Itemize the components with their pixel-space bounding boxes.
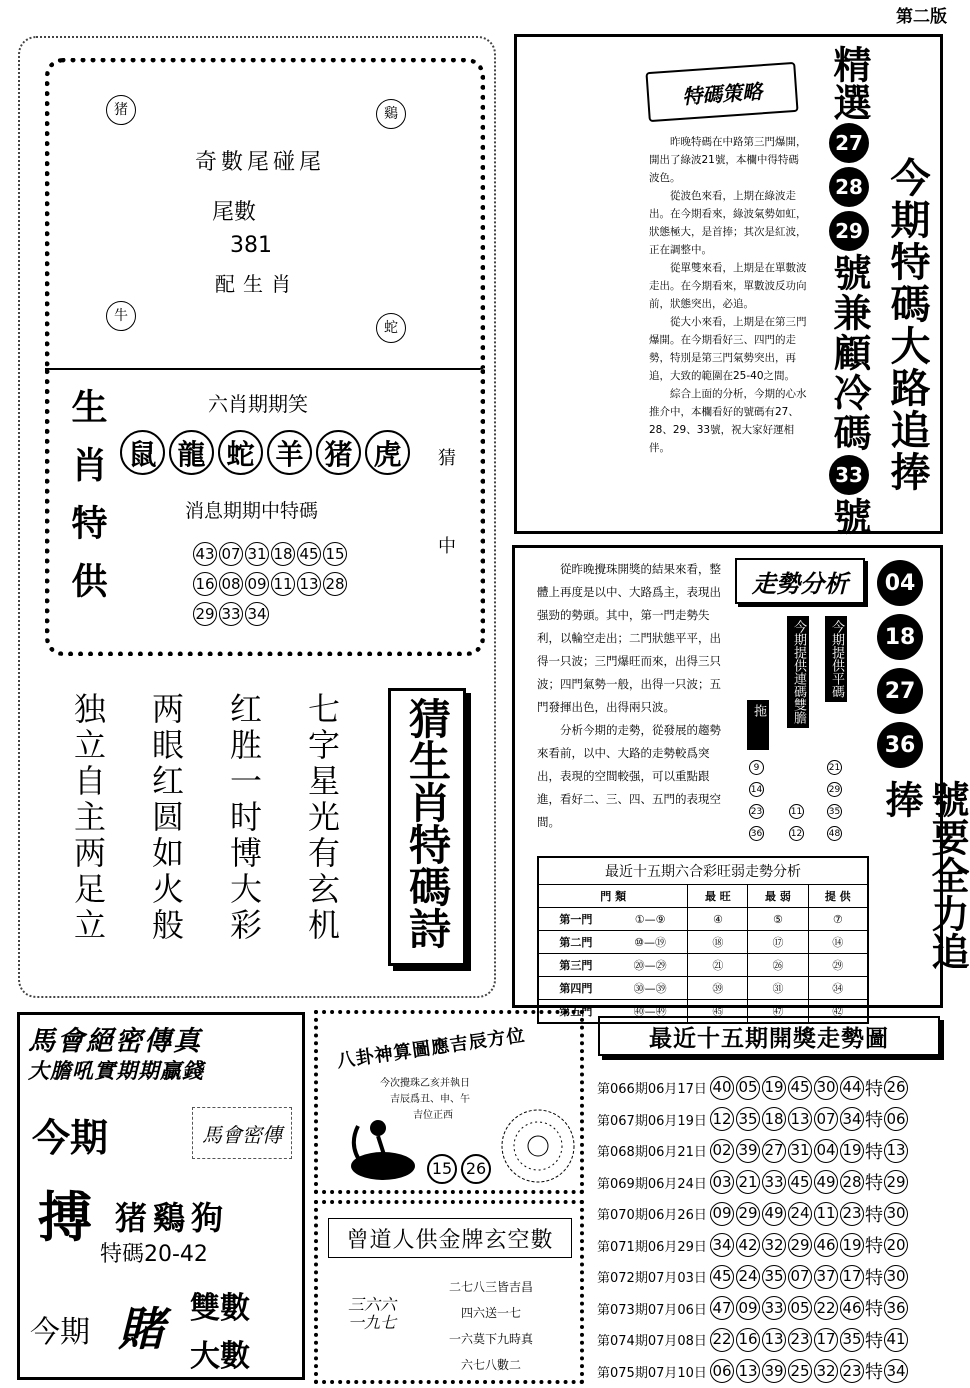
special-ball: 29: [884, 1170, 908, 1194]
number-ball: 33: [219, 602, 243, 626]
tail-title: 奇數尾碰尾: [195, 150, 326, 175]
small-ball: 14: [749, 782, 764, 797]
trend-ball: 18: [877, 614, 923, 660]
drag-list: [749, 760, 764, 841]
period-label: 第069期06月24日: [597, 1176, 707, 1192]
number-ball: 09: [245, 572, 269, 596]
special-label: 特: [865, 1141, 883, 1163]
flat-code-list: [827, 760, 842, 841]
door-cell: 第二門: [559, 936, 593, 949]
zodiac-label: 配生肖: [215, 272, 299, 296]
number-ball: 35: [762, 1265, 786, 1289]
poem-title: 猜生肖特碼詩: [403, 697, 452, 949]
trend-big-balls: [877, 560, 923, 768]
small-ball: 48: [827, 826, 842, 841]
small-ball: 21: [827, 760, 842, 775]
number-ball: 34: [840, 1107, 864, 1131]
this-period-label: 今期: [32, 1116, 109, 1160]
zodiac-item: 龍: [169, 430, 214, 475]
period-label: 第075期07月10日: [597, 1365, 707, 1381]
number-ball: 16: [193, 572, 217, 596]
number-ball: 07: [788, 1265, 812, 1289]
six-title: 六肖期期笑: [208, 392, 308, 416]
archer-illustration: [338, 1106, 428, 1186]
history-row: [597, 1072, 945, 1104]
number-ball: 04: [814, 1139, 838, 1163]
special-ball: 34: [884, 1359, 908, 1383]
corner-pig: 猪: [106, 95, 136, 125]
zodiac-special-box: [45, 368, 485, 656]
bagua-title: 八卦神算圖應吉辰方位: [335, 1024, 527, 1073]
number-ball: 43: [193, 542, 217, 566]
special-ball: 41: [884, 1328, 908, 1352]
history-row: [597, 1135, 945, 1167]
number-ball: 39: [762, 1359, 786, 1383]
selection-ball: 33: [829, 455, 869, 495]
special-ball: 20: [884, 1233, 908, 1257]
corner-chicken: 鷄: [376, 99, 406, 129]
zodiac-side-title: 生肖特供: [66, 388, 108, 620]
number-ball: 11: [271, 572, 295, 596]
poem-line: 红胜一时博大彩: [225, 692, 263, 944]
selection-label: 精選: [827, 45, 871, 121]
number-ball: 23: [788, 1328, 812, 1352]
tail-label: 尾數: [212, 200, 257, 225]
bagua-number: 26: [461, 1154, 491, 1184]
hot-cell: ㊴: [688, 977, 748, 1000]
period-label: 第067期06月19日: [597, 1113, 707, 1129]
table-row: [539, 908, 867, 931]
special-label: 特: [865, 1362, 883, 1384]
tail-number-box: [45, 58, 485, 368]
number-ball: 02: [710, 1139, 734, 1163]
number-ball: 49: [762, 1202, 786, 1226]
number-ball: 19: [840, 1139, 864, 1163]
drag-header: 拖: [747, 700, 769, 750]
number-ball: 23: [840, 1359, 864, 1383]
small-ball: 12: [789, 826, 804, 841]
special-ball: 36: [884, 1296, 908, 1320]
strategy-para: 從大小來看，上期是在第三門爆開。在今期看好三、四門的走勢，特別是第三門氣勢突出，再追，大致的範圍在25-40之間。: [649, 316, 807, 382]
trend-ball: 04: [877, 560, 923, 606]
fax-subtitle: 大膽吼實期期贏錢: [28, 1059, 204, 1083]
zodiac-item: 猪: [316, 430, 361, 475]
gold-card-line: 二七八三皆吉昌: [448, 1280, 533, 1294]
trend-text: [537, 558, 732, 834]
poem-title-box: [388, 688, 466, 966]
bagua-number: 15: [427, 1154, 457, 1184]
small-ball: 29: [827, 782, 842, 797]
number-ball: 07: [219, 542, 243, 566]
gamble-prefix: 今期: [30, 1315, 90, 1350]
history-table: [597, 1072, 945, 1387]
hot-cell: ㉑: [688, 954, 748, 977]
poem-line: 两眼红圆如火般: [147, 692, 185, 944]
give-cell: ㊷: [832, 1005, 844, 1018]
trend-table: [537, 856, 869, 1024]
number-ball: 27: [762, 1139, 786, 1163]
bagua-line: 吉位正西: [413, 1110, 453, 1121]
number-ball: 46: [814, 1233, 838, 1257]
number-ball: 16: [736, 1328, 760, 1352]
table-header: 最 弱: [748, 885, 808, 908]
strategy-logo: 特碼策略: [645, 62, 798, 122]
fax-box: [17, 1012, 305, 1380]
number-ball: 34: [245, 602, 269, 626]
number-ball: 40: [710, 1076, 734, 1100]
period-label: 第071期06月29日: [597, 1239, 707, 1255]
number-ball: 09: [736, 1296, 760, 1320]
history-row: [597, 1198, 945, 1230]
gold-card-box: [314, 1200, 584, 1384]
history-row: [597, 1356, 945, 1388]
number-ball: 08: [219, 572, 243, 596]
number-ball: 11: [814, 1202, 838, 1226]
number-ball: 35: [840, 1328, 864, 1352]
number-ball: 34: [710, 1233, 734, 1257]
number-ball: 25: [788, 1359, 812, 1383]
history-title: 最近十五期開獎走勢圖: [598, 1016, 940, 1056]
table-header: 提 供: [824, 890, 851, 903]
range-cell: ⑳—㉙: [613, 954, 688, 977]
number-ball: 32: [762, 1233, 786, 1257]
table-row: [539, 931, 867, 954]
give-cell: ⑭: [832, 936, 844, 949]
fax-stamp: 馬會密傳: [192, 1107, 292, 1159]
number-ball: 18: [762, 1107, 786, 1131]
number-ball: 35: [736, 1107, 760, 1131]
number-ball: 32: [814, 1359, 838, 1383]
range-cell: ①—⑨: [613, 908, 688, 931]
trend-table-title: 最近十五期六合彩旺弱走勢分析: [539, 858, 867, 885]
number-ball: 05: [788, 1296, 812, 1320]
special-label: 特: [865, 1173, 883, 1195]
selection-label: 號兼顧冷碼: [827, 253, 871, 453]
number-ball: 28: [840, 1170, 864, 1194]
history-row: [597, 1324, 945, 1356]
door-cell: 第四門: [559, 982, 593, 995]
table-row: [539, 977, 867, 1000]
selection-ball: 29: [829, 211, 869, 251]
number-ball: 18: [271, 542, 295, 566]
special-label: 特: [865, 1204, 883, 1226]
bet-label: 搏: [38, 1186, 92, 1249]
number-ball: 45: [788, 1076, 812, 1100]
zodiac-item: 蛇: [218, 430, 263, 475]
msg-title: 消息期期中特碼: [185, 500, 319, 522]
number-ball: 46: [840, 1296, 864, 1320]
small-ball: 23: [749, 804, 764, 819]
number-ball: 07: [814, 1107, 838, 1131]
give-cell: ㉞: [832, 982, 844, 995]
poem-area: [70, 692, 340, 944]
cold-cell: ㉛: [748, 977, 808, 1000]
trend-ball: 36: [877, 722, 923, 768]
number-ball: 22: [814, 1296, 838, 1320]
number-ball: 30: [814, 1076, 838, 1100]
special-ball: 06: [884, 1107, 908, 1131]
number-ball: 13: [762, 1328, 786, 1352]
number-ball: 44: [840, 1076, 864, 1100]
trend-analysis-box: [512, 545, 969, 1018]
cold-cell: ⑰: [748, 931, 808, 954]
period-label: 第066期06月17日: [597, 1082, 707, 1098]
special-strategy-box: [514, 34, 943, 534]
special-ball: 13: [884, 1139, 908, 1163]
special-label: 特: [865, 1236, 883, 1258]
number-ball: 22: [710, 1328, 734, 1352]
trend-para: 分析今期的走勢，從發展的趨勢來看前，以中、大路的走勢較爲突出，表現的空間較强，可以重點跟進，看好二、三、四、五門的表現空間。: [537, 723, 721, 829]
history-row: [597, 1104, 945, 1136]
poem-line: 七字星光有玄机: [303, 692, 341, 944]
hot-cell: ⑱: [688, 931, 748, 954]
number-ball: 13: [788, 1107, 812, 1131]
cold-cell: ㉖: [748, 954, 808, 977]
strategy-text: [649, 133, 809, 457]
number-ball: 49: [814, 1170, 838, 1194]
small-ball: 36: [749, 826, 764, 841]
hot-cell: ④: [688, 908, 748, 931]
number-ball: 13: [736, 1359, 760, 1383]
selection-column: [823, 45, 875, 535]
cold-cell: ㊼: [748, 1000, 808, 1023]
selection-label: 號: [827, 497, 871, 535]
selection-ball: 28: [829, 167, 869, 207]
special-ball: 30: [884, 1202, 908, 1226]
number-ball: 33: [762, 1296, 786, 1320]
gold-card-line: 四六送一七: [460, 1306, 521, 1320]
gold-card-signature: 三六六 一九七: [348, 1295, 397, 1332]
number-ball: 21: [736, 1170, 760, 1194]
zodiac-item: 鼠: [120, 430, 165, 475]
number-ball: 19: [762, 1076, 786, 1100]
number-ball: 28: [323, 572, 347, 596]
number-ball: 47: [710, 1296, 734, 1320]
number-ball: 31: [788, 1139, 812, 1163]
period-label: 第068期06月21日: [597, 1145, 707, 1161]
tail-value: 381: [230, 233, 272, 258]
period-label: 第073期07月06日: [597, 1302, 707, 1318]
special-label: 特: [865, 1330, 883, 1352]
history-row: [597, 1261, 945, 1293]
history-row: [597, 1230, 945, 1262]
small-ball: 9: [749, 760, 764, 775]
six-zodiac-row: [118, 430, 412, 475]
number-ball: 23: [840, 1202, 864, 1226]
cold-cell: ⑤: [748, 908, 808, 931]
corner-snake: 蛇: [376, 313, 406, 343]
number-ball: 12: [710, 1107, 734, 1131]
range-cell: ㊵—㊾: [613, 1000, 688, 1023]
number-ball: 24: [788, 1202, 812, 1226]
door-cell: 第三門: [559, 959, 593, 972]
number-ball: 33: [762, 1170, 786, 1194]
zodiac-item: 羊: [267, 430, 312, 475]
special-headline: 今期特碼大路追捧: [884, 157, 930, 493]
period-label: 第070期06月26日: [597, 1208, 707, 1224]
edition-label: 第二版: [896, 7, 947, 27]
number-ball: 17: [814, 1328, 838, 1352]
special-label: 特: [865, 1110, 883, 1132]
special-label: 特: [865, 1078, 883, 1100]
corner-ox: 牛: [106, 301, 136, 331]
number-ball: 29: [788, 1233, 812, 1257]
guess-hit-text: 猜中: [435, 448, 456, 624]
small-ball: 11: [789, 804, 804, 819]
fax-zodiac: 猪鷄狗: [115, 1199, 230, 1237]
number-ball: 31: [245, 542, 269, 566]
special-number-grid: [192, 542, 367, 626]
link-code-list: [789, 804, 804, 841]
number-ball: 15: [323, 542, 347, 566]
fax-special-code: 特碼20-42: [100, 1242, 208, 1267]
number-ball: 06: [710, 1359, 734, 1383]
range-cell: ⑩—⑲: [613, 931, 688, 954]
door-cell: 第一門: [559, 913, 593, 926]
bagua-box: [314, 1010, 584, 1194]
trend-logo: 走勢分析: [735, 558, 865, 604]
strategy-para: 昨晚特碼在中路第三門爆開，開出了綠波21號，本欄中得特碼波色。: [649, 136, 807, 184]
number-ball: 03: [710, 1170, 734, 1194]
gamble-label: 賭: [118, 1302, 164, 1356]
give-cell: ⑦: [832, 912, 843, 926]
number-ball: 45: [788, 1170, 812, 1194]
history-row: [597, 1293, 945, 1325]
trend-ball: 27: [877, 668, 923, 714]
special-ball: 30: [884, 1265, 908, 1289]
period-label: 第074期07月08日: [597, 1334, 707, 1350]
history-row: [597, 1167, 945, 1199]
special-label: 特: [865, 1299, 883, 1321]
number-ball: 39: [736, 1139, 760, 1163]
number-ball: 29: [736, 1202, 760, 1226]
gold-card-title: 曾道人供金牌玄空數: [328, 1218, 572, 1258]
number-ball: 37: [814, 1265, 838, 1289]
strategy-para: 綜合上面的分析，今期的心水推介中，本欄看好的號碼有27、28、29、33號，祝大家好運相伴。: [649, 388, 807, 454]
selection-ball: 27: [829, 123, 869, 163]
door-cell: 第五門: [559, 1005, 593, 1018]
strategy-para: 從波色來看，上期在綠波走出。在今期看來，綠波氣勢如虹，狀態極大，是首捧；其次是紅波，正在調整中。: [649, 190, 807, 256]
zodiac-item: 虎: [365, 430, 410, 475]
small-ball: 35: [827, 804, 842, 819]
fax-title: 馬會絕密傳真: [28, 1026, 202, 1057]
strategy-para: 從單雙來看，上期是在單數波走出。在今期看來，單數波反功向前，狀態突出，必追。: [649, 262, 807, 310]
table-header: 最 旺: [688, 885, 748, 908]
number-ball: 17: [840, 1265, 864, 1289]
number-ball: 13: [297, 572, 321, 596]
number-ball: 42: [736, 1233, 760, 1257]
number-ball: 45: [297, 542, 321, 566]
flat-code-header: 今期提供平碼: [825, 616, 847, 702]
table-header: 門 類: [539, 885, 688, 908]
number-ball: 09: [710, 1202, 734, 1226]
table-row: [539, 954, 867, 977]
big-number-label: 大數: [190, 1339, 250, 1374]
gold-card-line: 一六莫下九時真: [448, 1332, 533, 1346]
number-ball: 29: [193, 602, 217, 626]
number-ball: 24: [736, 1265, 760, 1289]
number-ball: 19: [840, 1233, 864, 1257]
special-label: 特: [865, 1267, 883, 1289]
bagua-line: 吉辰爲丑、申、午: [390, 1094, 470, 1105]
bagua-compass-icon: [498, 1106, 578, 1186]
give-cell: ㉙: [832, 959, 844, 972]
bagua-line: 今次攪珠乙亥并執日: [380, 1078, 470, 1089]
number-ball: 45: [710, 1265, 734, 1289]
trend-para: 從昨晚攪珠開獎的結果來看，整體上再度是以中、大路爲主，表現出强勁的勢頭。其中，第一門走勢失利，以輪空走出；二門狀態平平，出得一只波；三門爆旺而來，出得三只波；四門氣勢一般，出得一只波；五門發揮出色，出得兩只波。: [537, 562, 721, 714]
special-ball: 26: [884, 1076, 908, 1100]
gold-card-line: 六七八數二: [460, 1358, 521, 1372]
gold-card-lines: [416, 1274, 566, 1378]
range-cell: ㉚—㊴: [613, 977, 688, 1000]
link-code-header: 今期提供連碼雙膽: [787, 616, 809, 728]
number-ball: 05: [736, 1076, 760, 1100]
period-label: 第072期07月03日: [597, 1271, 707, 1287]
hot-cell: ㊺: [688, 1000, 748, 1023]
even-number-label: 雙數: [190, 1291, 250, 1326]
trend-slogan: 號要全力追捧: [879, 780, 969, 970]
poem-line: 独立自主两足立: [69, 692, 107, 944]
